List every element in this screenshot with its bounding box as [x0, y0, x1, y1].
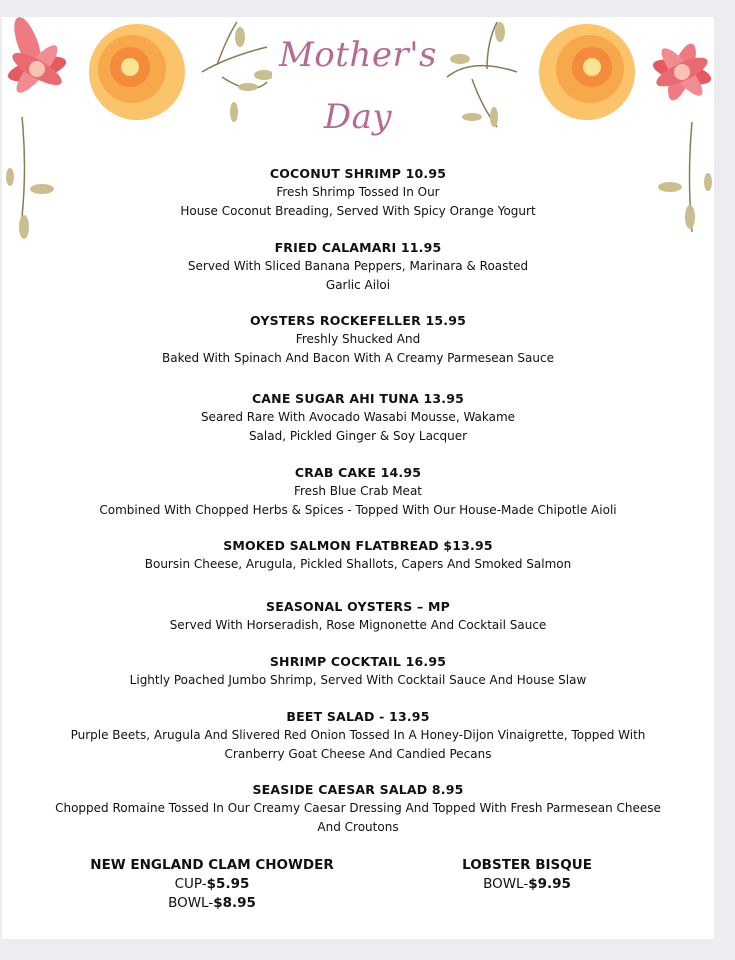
soup-name: NEW ENGLAND CLAM CHOWDER	[90, 857, 334, 873]
item-name: SEASONAL OYSTERS – MP	[266, 599, 450, 614]
item-description: Seared Rare With Avocado Wasabi Mousse, Wakame	[200, 410, 516, 424]
soup-name: LOBSTER BISQUE	[462, 857, 592, 873]
item-description: Purple Beets, Arugula And Slivered Red Onion Tossed In A Honey-Dijon Vinaigrette, Topped With	[70, 728, 646, 742]
item-description: Freshly Shucked And	[295, 332, 421, 346]
menu-item	[2, 464, 714, 520]
item-description: Garlic Ailoi	[325, 278, 391, 292]
menu-item	[2, 165, 714, 221]
item-name: SHRIMP COCKTAIL 16.95	[269, 654, 447, 669]
item-name: CANE SUGAR AHI TUNA 13.95	[251, 391, 465, 406]
item-name: BEET SALAD - 13.95	[286, 709, 430, 724]
item-description: Served With Horseradish, Rose Mignonette And Cocktail Sauce	[169, 618, 547, 632]
item-description: Boursin Cheese, Arugula, Pickled Shallots, Capers And Smoked Salmon	[144, 557, 572, 571]
item-description: Served With Sliced Banana Peppers, Marinara & Roasted	[187, 259, 529, 273]
page-title-line2: Day	[323, 97, 393, 137]
item-description: Cranberry Goat Cheese And Candied Pecans	[224, 747, 492, 761]
menu-item	[2, 312, 714, 368]
item-description: And Croutons	[317, 820, 399, 834]
menu-item	[2, 390, 714, 446]
item-description: Fresh Blue Crab Meat	[293, 484, 422, 498]
item-name: SEASIDE CAESAR SALAD 8.95	[252, 782, 464, 797]
page-title-line1: Mother's	[278, 35, 437, 75]
soup-price: BOWL-$9.95	[483, 876, 571, 892]
menu-item	[2, 653, 714, 690]
soup-price: CUP-$5.95	[174, 876, 250, 892]
item-description: Combined With Chopped Herbs & Spices - Topped With Our House-Made Chipotle Aioli	[99, 503, 617, 517]
menu-item	[2, 781, 714, 837]
item-name: CRAB CAKE 14.95	[294, 465, 422, 480]
menu-item	[2, 708, 714, 764]
menu-page	[2, 17, 714, 939]
item-description: Chopped Romaine Tossed In Our Creamy Caesar Dressing And Topped With Fresh Parmesean Cheese	[55, 801, 661, 815]
soup-item	[422, 855, 632, 894]
item-description: Fresh Shrimp Tossed In Our	[276, 185, 440, 199]
item-name: FRIED CALAMARI 11.95	[274, 240, 442, 255]
menu-item	[2, 598, 714, 635]
soup-item	[62, 855, 362, 913]
item-description: Lightly Poached Jumbo Shrimp, Served With Cocktail Sauce And House Slaw	[129, 673, 587, 687]
item-description: House Coconut Breading, Served With Spicy Orange Yogurt	[180, 204, 536, 218]
item-name: SMOKED SALMON FLATBREAD $13.95	[223, 538, 493, 553]
menu-item	[2, 537, 714, 574]
item-name: COCONUT SHRIMP 10.95	[269, 166, 447, 181]
item-description: Salad, Pickled Ginger & Soy Lacquer	[248, 429, 468, 443]
item-name: OYSTERS ROCKEFELLER 15.95	[250, 313, 466, 328]
item-description: Baked With Spinach And Bacon With A Creamy Parmesean Sauce	[161, 351, 554, 365]
menu-item	[2, 239, 714, 295]
soup-price: BOWL-$8.95	[168, 895, 256, 911]
